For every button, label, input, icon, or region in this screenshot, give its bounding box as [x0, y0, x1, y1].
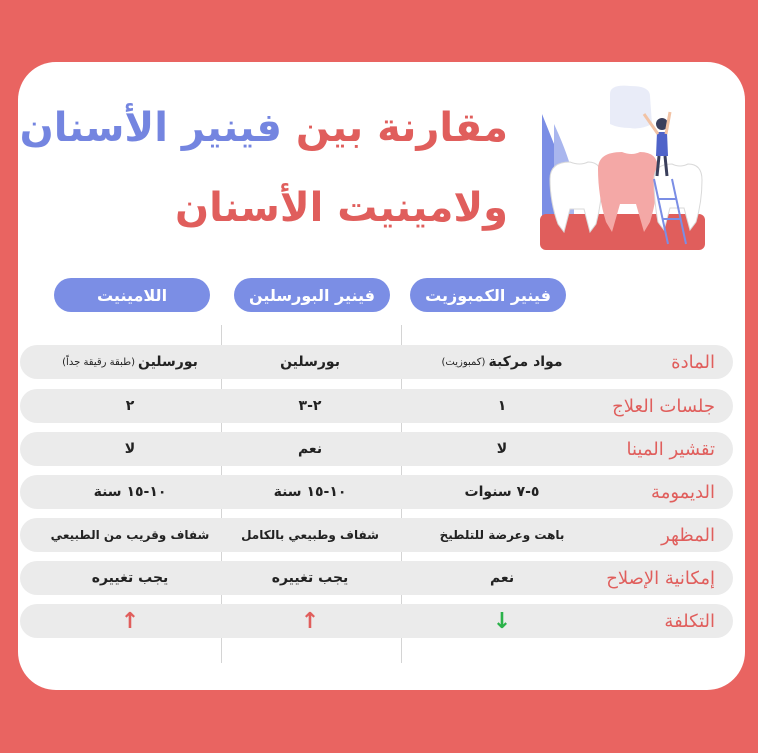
table-row — [20, 475, 733, 509]
composite-cell: مواد مركبة (كمبوزيت) — [441, 354, 563, 370]
arrow-up-icon: ↑ — [300, 608, 320, 634]
row-label: الديمومة — [651, 481, 715, 503]
row-label: المادة — [671, 351, 715, 373]
title-blue-part: فينير الأسنان — [19, 105, 282, 151]
porcelain-cell: ١٠-١٥ سنة — [273, 484, 347, 500]
laminate-cell: يجب تغييره — [91, 570, 169, 586]
table-row — [20, 389, 733, 423]
arrow-up-icon: ↑ — [120, 608, 140, 634]
title-red-part: مقارنة بين — [295, 105, 508, 151]
composite-cell: ١ — [497, 398, 507, 414]
teeth-illustration — [540, 84, 710, 250]
table-row — [20, 561, 733, 595]
column-header-laminate: اللامينيت — [54, 278, 210, 312]
row-label: جلسات العلاج — [612, 395, 715, 417]
row-label: التكلفة — [664, 610, 715, 632]
laminate-cell: ٢ — [125, 398, 135, 414]
row-label: تقشير المينا — [626, 438, 715, 460]
composite-cell: نعم — [489, 570, 515, 586]
porcelain-cell: يجب تغييره — [271, 570, 349, 586]
composite-cell: ٥-٧ سنوات — [464, 484, 540, 500]
table-row — [20, 345, 733, 379]
column-header-porcelain: فينير البورسلين — [234, 278, 390, 312]
arrow-down-icon: ↓ — [492, 608, 512, 634]
porcelain-cell: بورسلين — [280, 354, 340, 370]
table-row — [20, 604, 733, 638]
table-row — [20, 432, 733, 466]
table-row — [20, 518, 733, 552]
title-line-2: ولامينيت الأسنان — [175, 185, 508, 231]
column-header-composite: فينير الكمبوزيت — [410, 278, 566, 312]
title-line-1 — [19, 105, 508, 151]
laminate-cell: ١٠-١٥ سنة — [93, 484, 167, 500]
composite-cell: باهت وعرضة للتلطيخ — [439, 528, 565, 542]
porcelain-cell: ٢-٣ — [298, 398, 322, 414]
porcelain-cell: شفاف وطبيعي بالكامل — [241, 528, 379, 542]
laminate-cell: شفاف وقريب من الطبيعي — [50, 528, 210, 542]
laminate-cell: لا — [124, 441, 136, 457]
composite-cell: لا — [496, 441, 508, 457]
laminate-cell: بورسلين (طبقة رقيقة جداً) — [62, 354, 198, 370]
row-label: إمكانية الإصلاح — [606, 567, 715, 589]
porcelain-cell: نعم — [297, 441, 323, 457]
row-label: المظهر — [661, 524, 715, 546]
